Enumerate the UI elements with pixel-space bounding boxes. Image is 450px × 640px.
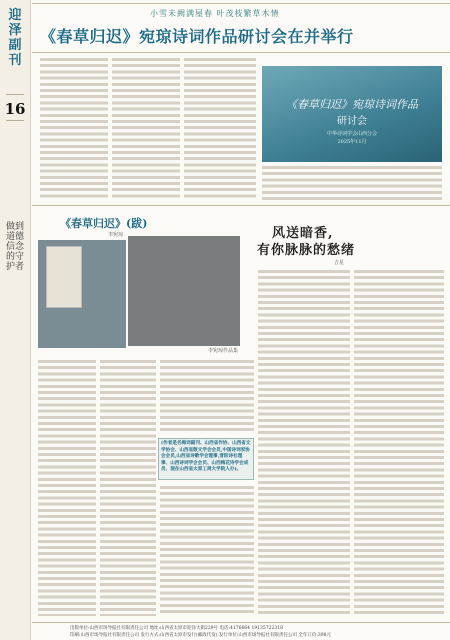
top-rule xyxy=(32,3,450,4)
headline-rule xyxy=(32,52,450,53)
article-column-3 xyxy=(184,58,256,198)
footer-rule xyxy=(32,622,450,623)
page-headline: 《春草归迟》宛琼诗词作品研讨会在并举行 xyxy=(40,27,354,46)
top-slogan: 小雪未阙满屋春 叶茂枝繁草木情 xyxy=(150,9,280,18)
event-photo xyxy=(262,66,442,162)
section-rule xyxy=(32,205,450,206)
portrait-photo xyxy=(128,236,240,354)
masthead-title: 迎泽副刊 xyxy=(8,8,22,68)
article-column-2 xyxy=(112,58,180,198)
calligraphy-text: 做到道德信念的守护者 xyxy=(5,222,24,272)
right-article-title-line2: 有你脉脉的愁绪 xyxy=(257,243,356,258)
sub-column-2 xyxy=(100,360,156,616)
photo-subtitle: 研讨会 xyxy=(337,116,367,127)
right-article-title-line1: 风送暗香, xyxy=(272,226,334,241)
photo-title: 《春草归迟》宛琼诗词作品 xyxy=(286,98,418,111)
book-cover xyxy=(46,246,82,308)
masthead-divider xyxy=(6,94,24,95)
book-photo xyxy=(38,240,126,348)
sub-article-title: 《春草归迟》(跋) xyxy=(60,217,148,230)
masthead-divider xyxy=(6,120,24,121)
page-number: 16 xyxy=(4,100,26,118)
article-column-1 xyxy=(40,58,108,198)
article-column-4 xyxy=(262,166,442,200)
sub-column-3 xyxy=(160,360,254,434)
footer-publisher: 出版单位:山西市场导报社有限责任公司 地址:山西省太原市迎泽大街229号 电话:4176664 19135722318 xyxy=(70,626,283,631)
sub-article-author: 李宛琼 xyxy=(108,232,124,238)
photo-line1: 中华诗词学会山西分会 xyxy=(326,131,377,137)
masthead-bar xyxy=(0,0,31,640)
footer-printing: 印刷:山西市场导报社有限责任公司 发行方式:山西省太原市发行(邮政代发) 发行单位:山西市场导报社有限责任公司 全年订价:398元 xyxy=(70,633,331,638)
author-bio-box: (作者是名梅词副刊、山西省作协、山西省文学协会、山西省散文学会会员,中国诗词家协会会员,山西省诗歌学会理事,晋阳诗社理事、山西诗词学会会员、山西梅花诗学会成员、现在山西省太原工商大学院人办)。 xyxy=(158,438,254,480)
photo-line2: 2025年11月 xyxy=(337,139,367,145)
sub-column-4 xyxy=(160,486,254,616)
portrait-caption: 李宛琼作品集 xyxy=(207,348,238,354)
right-column-2 xyxy=(354,270,444,616)
right-column-1 xyxy=(258,270,350,616)
sub-column-1 xyxy=(38,360,96,616)
right-article-author: 吉星 xyxy=(334,260,345,266)
